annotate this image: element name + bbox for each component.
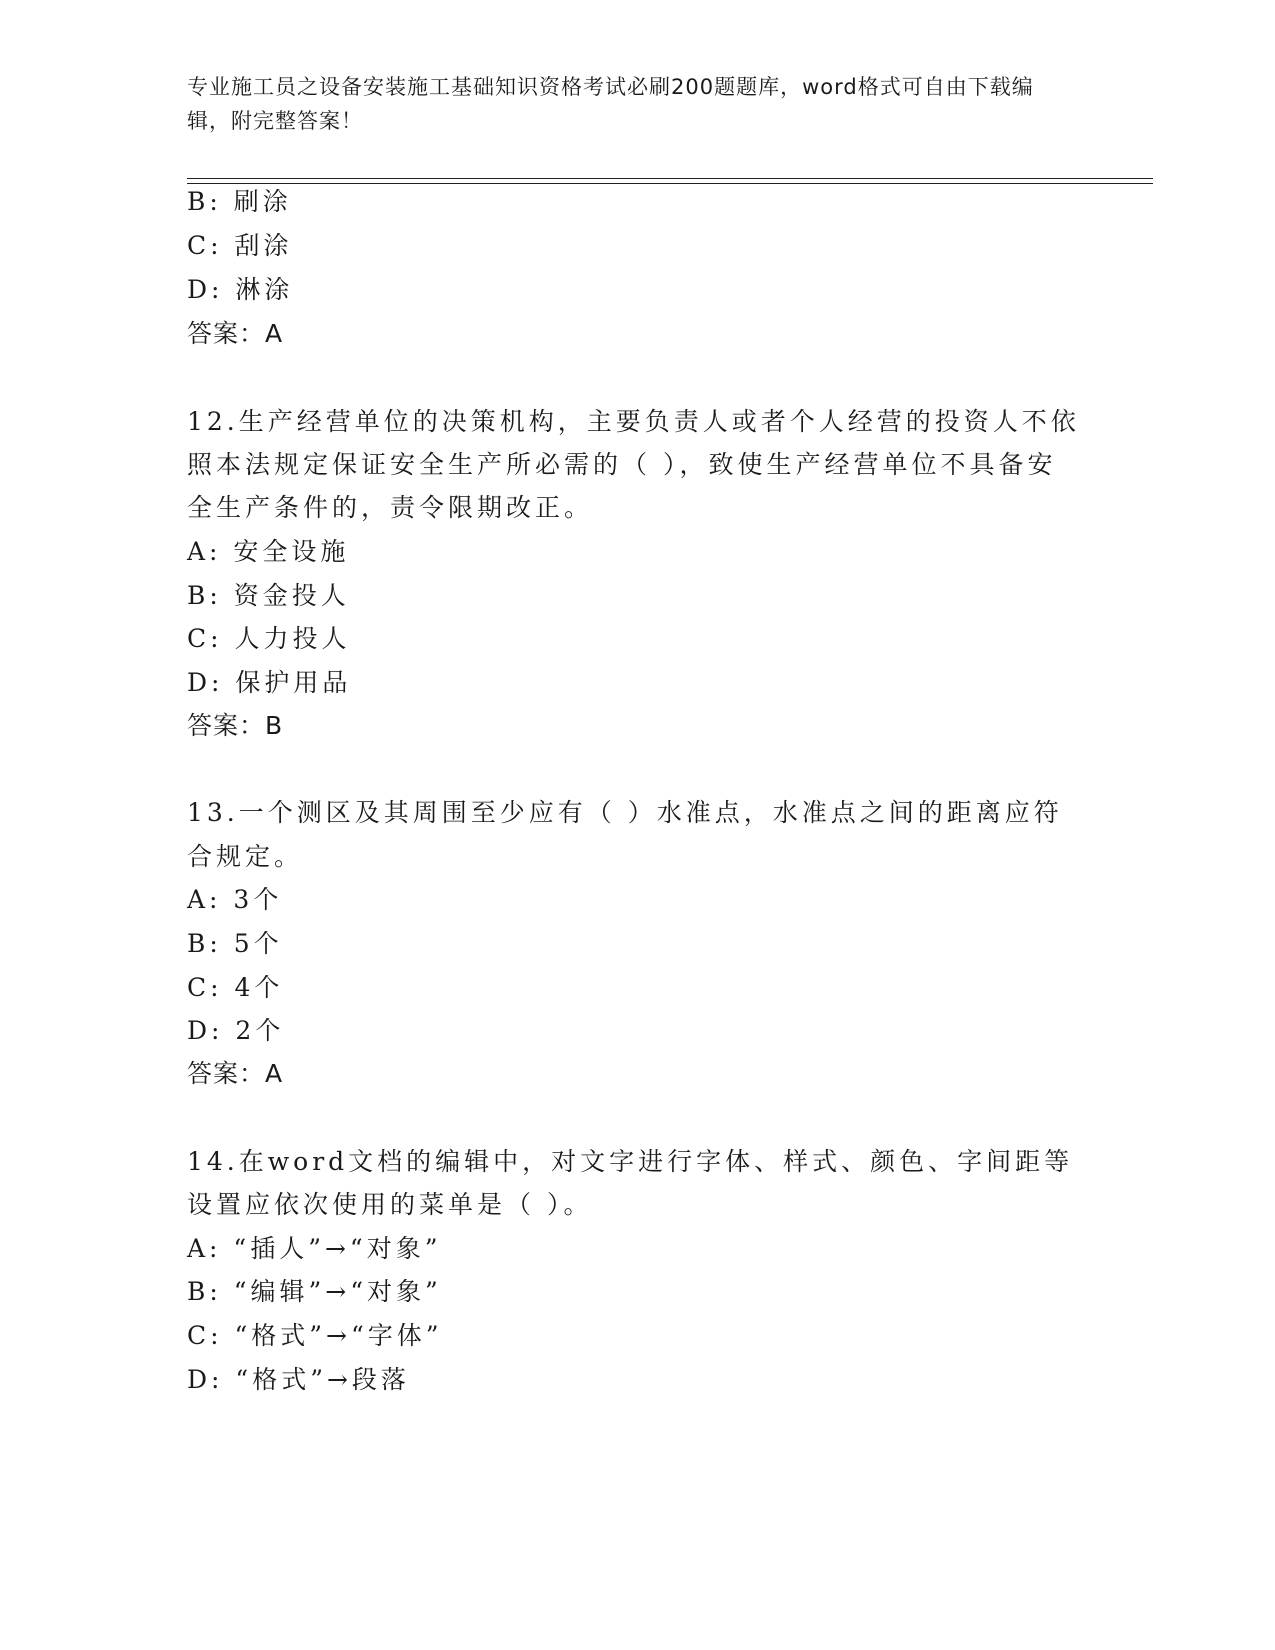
q13-stem-line-1: 13.一个测区及其周围至少应有（ ）水准点，水准点之间的距离应符	[187, 798, 1063, 827]
q11-option-b: B: 刷涂	[187, 187, 292, 216]
q12-stem-line-1: 12.生产经营单位的决策机构，主要负责人或者个人经营的投资人不依	[187, 407, 1080, 436]
header-divider-top	[187, 178, 1153, 179]
q14-option-b: B: “编辑”→“对象”	[187, 1277, 442, 1306]
q14-option-c: C: “格式”→“字体”	[187, 1321, 443, 1350]
q14-option-d: D: “格式”→段落	[187, 1365, 410, 1394]
q14-stem-line-1: 14.在word文档的编辑中，对文字进行字体、样式、颜色、字间距等	[187, 1147, 1074, 1176]
q13-option-a: A: 3个	[187, 885, 283, 914]
q12-option-c: C: 人力投人	[187, 624, 351, 653]
q12-stem-line-3: 全生产条件的，责令限期改正。	[187, 493, 594, 522]
q13-answer: 答案：A	[187, 1059, 284, 1088]
q12-option-d: D: 保护用品	[187, 668, 352, 697]
q11-option-c: C: 刮涂	[187, 231, 293, 260]
q13-stem-line-2: 合规定。	[187, 842, 304, 871]
header-divider-bottom	[187, 183, 1153, 184]
q13-option-c: C: 4个	[187, 973, 284, 1002]
q14-stem-line-2: 设置应依次使用的菜单是（ ）。	[187, 1190, 593, 1219]
q11-option-d: D: 淋涂	[187, 275, 294, 304]
q12-option-a: A: 安全设施	[187, 537, 350, 566]
q12-stem-line-2: 照本法规定保证安全生产所必需的（ ），致使生产经营单位不具备安	[187, 450, 1057, 479]
q12-option-b: B: 资金投人	[187, 581, 350, 610]
q12-answer: 答案：B	[187, 711, 284, 740]
q14-option-a: A: “插人”→“对象”	[187, 1234, 442, 1263]
q13-option-b: B: 5个	[187, 929, 283, 958]
page-header-title: 专业施工员之设备安装施工基础知识资格考试必刷200题题库，word格式可自由下载编辑，附完整答案！	[187, 75, 1034, 133]
q13-option-d: D: 2个	[187, 1016, 285, 1045]
q11-answer: 答案：A	[187, 319, 284, 348]
